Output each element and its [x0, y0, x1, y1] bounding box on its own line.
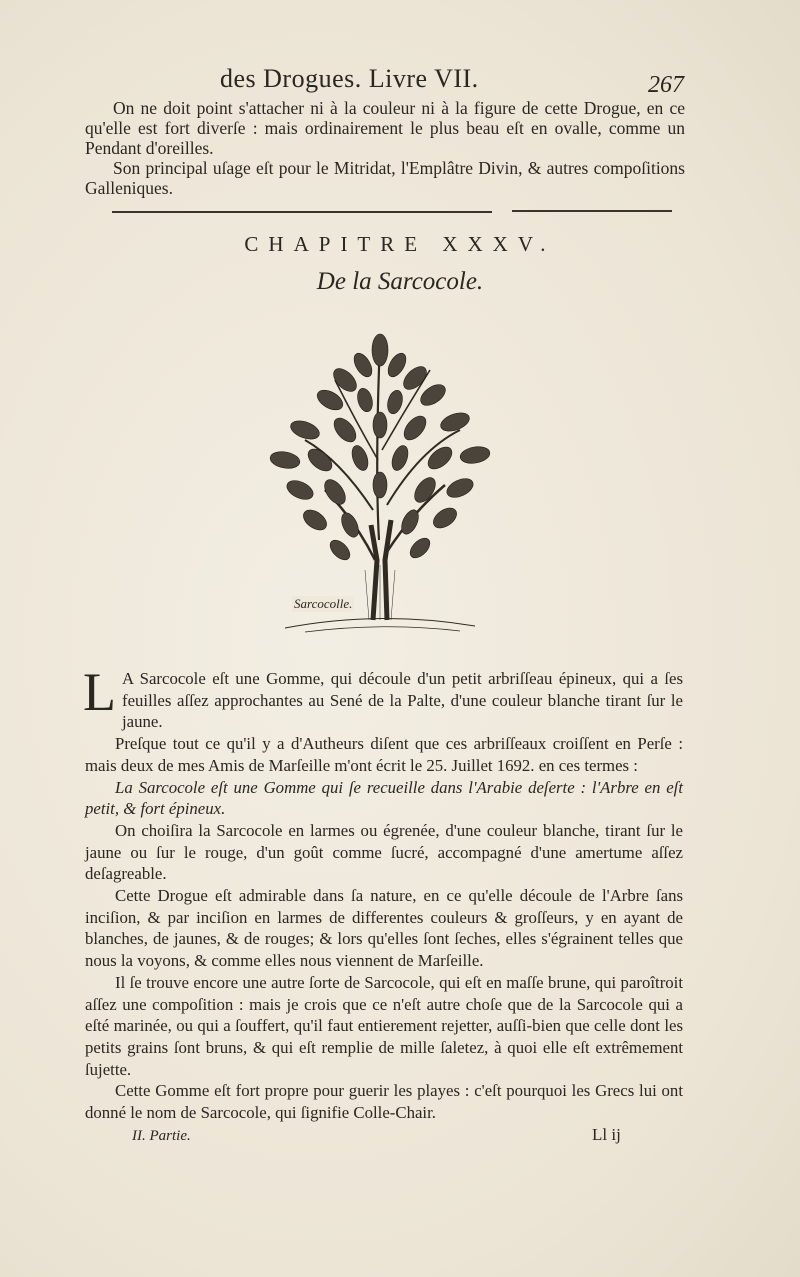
- body-paragraph: On choiſira la Sarcocole en larmes ou égrenée, d'une couleur blanche, tirant ſur le jaune ou ſur le rouge, d'un goût comme ſucré, accompagné d'une amertume aſſez deſagreable.: [85, 820, 683, 884]
- page-number: 267: [648, 72, 684, 98]
- figure-caption: Sarcocolle.: [294, 596, 353, 611]
- gathering-mark: Ll ij: [592, 1125, 621, 1144]
- signature-mark: II. Partie.: [132, 1128, 191, 1144]
- divider-rule: [112, 211, 492, 213]
- section-divider: [112, 210, 672, 216]
- top-text-block: [85, 98, 685, 198]
- body-paragraph: Il ſe trouve encore une autre ſorte de Sarcocole, qui eſt en maſſe brune, qui paroîtroit aſſez une compoſition : mais je crois que ce n'eſt autre choſe que de la Sarcocole qui a eſté marinée, ou qui a ſouffert, qu'il faut entierement rejetter, auſſi-bien que celle dont les petits grains ſont bruns, & qui eſt remplie de mille ſaletez, à quoi elle eſt extrêmement ſujette.: [85, 972, 683, 1079]
- chapter-body: [83, 662, 683, 1124]
- body-paragraph: Cette Drogue eſt admirable dans ſa nature, en ce qu'elle découle de l'Arbre ſans inciſion, & par inciſion en larmes de differentes couleurs & groſſeurs, y en ayant de blanches, de jaunes, & de rouges; & lors qu'elles ſont ſeches, elles s'égrainent telles que nous la voyons, & comme elles nous viennent de Marſeille.: [85, 886, 683, 971]
- drop-cap: L: [83, 662, 116, 722]
- running-head: des Drogues. Livre VII.: [220, 64, 479, 93]
- divider-rule: [512, 210, 672, 212]
- chapter-heading: CHAPITRE XXXV.: [244, 232, 556, 256]
- opening-paragraph: [83, 662, 683, 733]
- tree-illustration: [245, 310, 515, 640]
- quoted-letter: La Sarcocole eſt une Gomme qui ſe recueille dans l'Arabie deſerte : l'Arbre en eſt petit, & fort épineux.: [85, 777, 683, 819]
- top-paragraph: Son principal uſage eſt pour le Mitridat, l'Emplâtre Divin, & autres compoſitions Galleniques.: [85, 158, 685, 198]
- body-paragraph: Cette Gomme eſt fort propre pour guerir les playes : c'eſt pourquoi les Grecs lui ont donné le nom de Sarcocole, qui ſignifie Colle-Chair.: [85, 1081, 683, 1123]
- body-paragraph: Preſque tout ce qu'il y a d'Autheurs diſent que ces arbriſſeaux croiſſent en Perſe : mais deux de mes Amis de Marſeille m'ont écrit le 25. Juillet 1692. en ces termes :: [85, 734, 683, 775]
- tree-engraving: [245, 310, 515, 640]
- chapter-subtitle: De la Sarcocole.: [316, 268, 484, 295]
- opening-text: A Sarcocole eſt une Gomme, qui découle d'un petit arbriſſeau épineux, qui a ſes feuilles aſſez approchantes au Sené de la Palte, d'une couleur blanche tirant ſur le jaune.: [122, 669, 683, 732]
- top-paragraph: On ne doit point s'attacher ni à la couleur ni à la figure de cette Drogue, en ce qu'elle est fort diverſe : mais ordinairement le plus beau eſt en ovalle, comme un Pendant d'oreilles.: [85, 98, 685, 158]
